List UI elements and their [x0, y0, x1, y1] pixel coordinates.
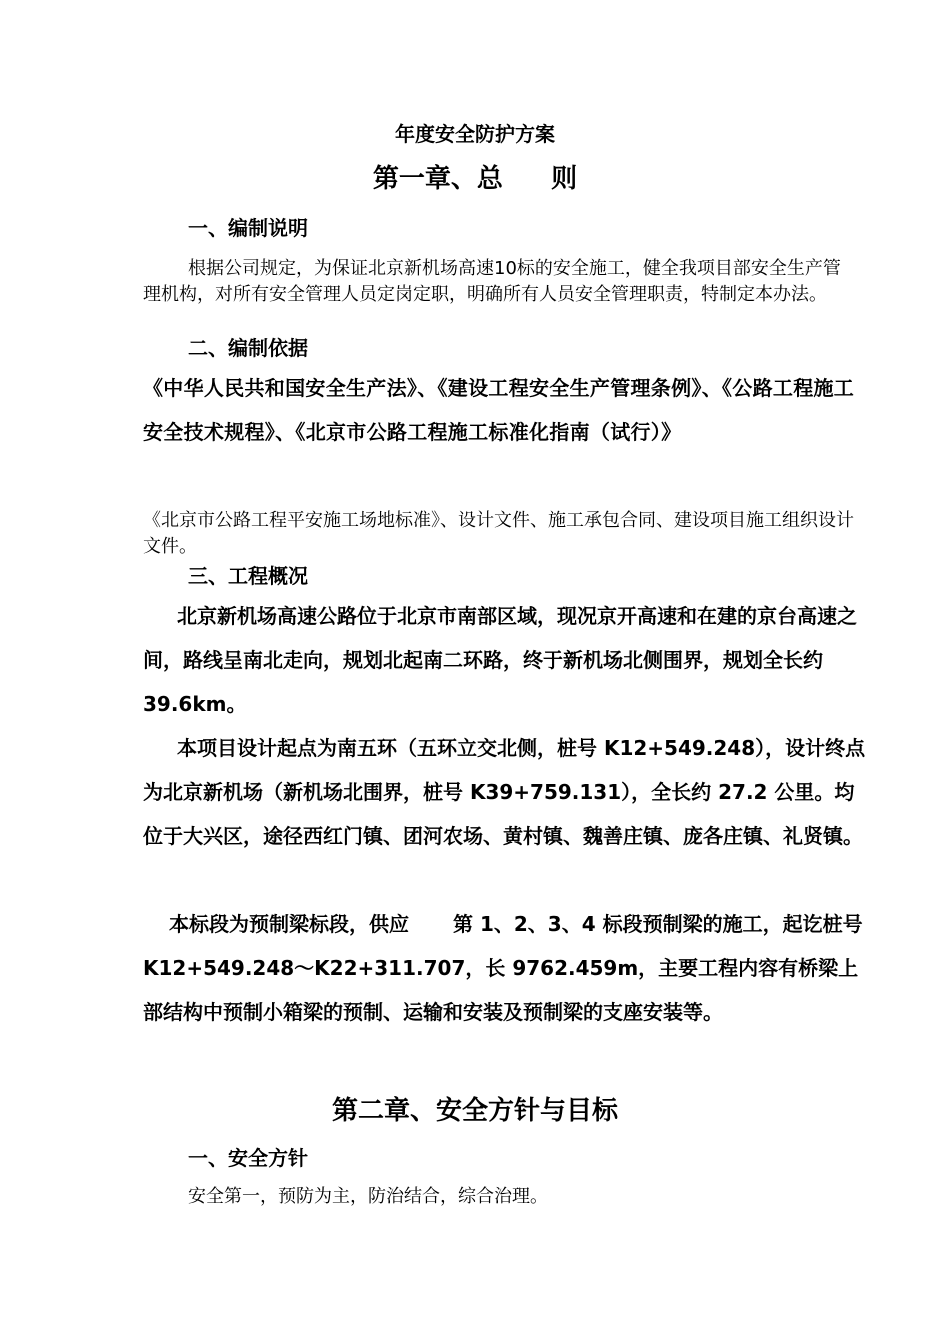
chapter-2-heading: 第二章、安全方针与目标 [331, 1096, 618, 1126]
section-heading-compilation-notes: 一、编制说明 [188, 216, 308, 240]
paragraph-project-location: 北京新机场高速公路位于北京市南部区域，现况京开高速和在建的京台高速之间，路线呈南北走向，规划北起南二环路，终于新机场北侧围界，规划全长约 39.6km。 [143, 604, 857, 716]
section-heading-compilation-basis: 二、编制依据 [188, 336, 308, 360]
paragraph-compilation-notes: 根据公司规定，为保证北京新机场高速10标的安全施工，健全我项目部安全生产管理机构，对所有安全管理人员定岗定职，明确所有人员安全管理职责，特制定本办法。 [143, 258, 841, 305]
document-title: 年度安全防护方案 [395, 122, 555, 146]
section-heading-safety-policy: 一、安全方针 [188, 1146, 308, 1170]
paragraph-safety-policy: 安全第一，预防为主，防治结合，综合治理。 [188, 1186, 548, 1207]
paragraph-bid-section [143, 902, 873, 1034]
bid-section-text-a: 本标段为预制梁标段，供应 [169, 912, 409, 936]
paragraph-standards-list: 《北京市公路工程平安施工场地标准》、设计文件、施工承包合同、建设项目施工组织设计文件。 [143, 510, 854, 557]
paragraph-project-scope: 本项目设计起点为南五环（五环立交北侧，桩号 K12+549.248），设计终点为北京新机场（新机场北围界，桩号 K39+759.131），全长约 27.2 公里。均位于大兴区，途径西红门镇、团河农场、黄村镇、魏善庄镇、庞各庄镇、礼贤镇。 [143, 736, 866, 848]
paragraph-regulations-list: 《中华人民共和国安全生产法》、《建设工程安全生产管理条例》、《公路工程施工安全技术规程》、《北京市公路工程施工标准化指南（试行）》 [143, 376, 855, 444]
chapter-1-heading-part2: 则 [551, 164, 578, 194]
bid-section-text-b: 第 1、2、3、4 标段预制梁的施工，起讫桩号 K12+549.248～K22+311.707，长 9762.459m，主要工程内容有桥梁上部结构中预制小箱梁的预制、运输和安装及预制梁的支座安装等。 [143, 912, 863, 1024]
section-heading-project-overview: 三、工程概况 [188, 564, 308, 588]
chapter-1-heading-part1: 第一章、总 [372, 164, 503, 194]
chapter-1-heading [0, 158, 950, 195]
